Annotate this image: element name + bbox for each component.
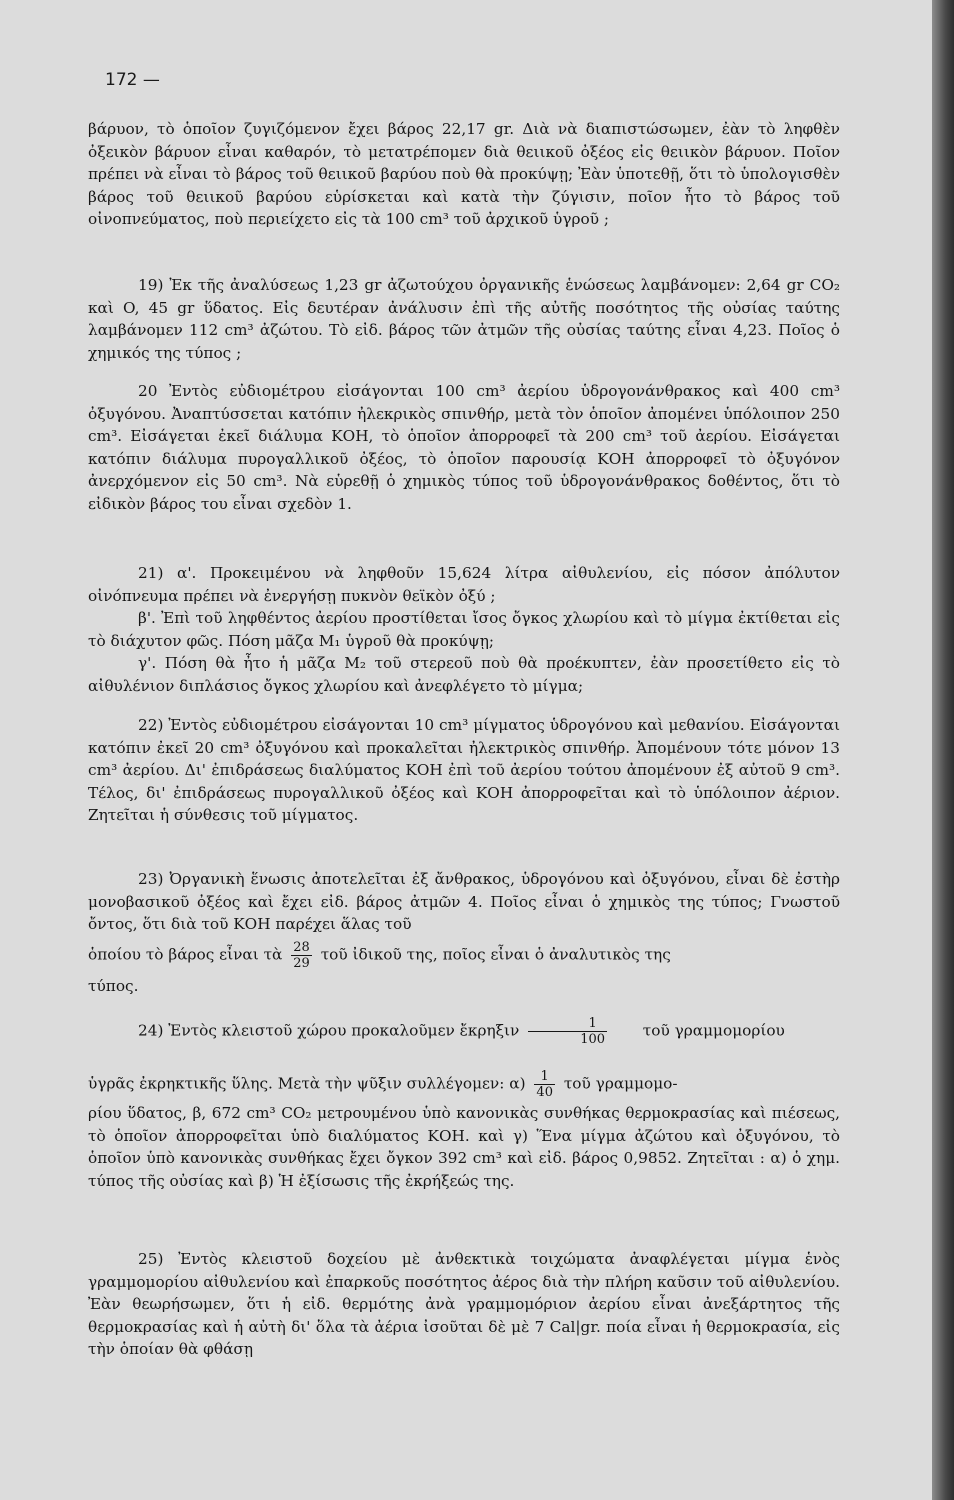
page-edge-shadow xyxy=(932,0,954,1500)
page-number: 172 — xyxy=(105,70,160,90)
problem-24-text-after-2: τοῦ γραμμομο- xyxy=(563,1074,678,1093)
fraction-denominator: 40 xyxy=(536,1085,553,1100)
problem-24-text: ρίου ὕδατος, β, 672 cm³ CO₂ μετρουμένου ὑπὸ κανονικὰς συνθήκας θερμοκρασίας καὶ πιέσεως, τὸ ὁποῖον ἀπορροφεῖται ὑπὸ διαλύματος ΚΟΗ. καὶ γ) Ἕνα μίγμα ἀζώτου καὶ ὀξυγόνου, τὸ ὁποῖον ὑπὸ κανονικὰς συνθήκας ἔχει ὄγκον 392 cm³ καὶ εἰδ. βάρος 0,9852. Ζητεῖται : α) ὁ χημ. τύπος τῆς οὐσίας καὶ β) Ἡ ἐξίσωσις τῆς ἐκρήξεώς της. xyxy=(88,1104,840,1190)
problem-19 xyxy=(88,274,840,364)
problem-20 xyxy=(88,380,840,516)
fraction-numerator: 1 xyxy=(534,1069,555,1085)
fraction-numerator: 1 xyxy=(528,1016,607,1032)
fraction-1-100 xyxy=(528,1016,607,1047)
problem-24-fraction-line-1 xyxy=(88,1016,840,1047)
problem-24-text-before-2: ὑγρᾶς ἐκρηκτικῆς ὕλης. Μετὰ τὴν ψῦξιν συλλέγομεν: α) xyxy=(88,1074,526,1093)
problem-19-text: 19) Ἐκ τῆς ἀναλύσεως 1,23 gr ἀζωτούχου ὀργανικῆς ἑνώσεως λαμβάνομεν: 2,64 gr CO₂ καὶ O, 45 gr ὕδατος. Εἰς δευτέραν ἀνάλυσιν ἐπὶ τῆς αὐτῆς ποσότητος τῆς οὐσίας ταύτης λαμβάνομεν 112 cm³ ἀζώτου. Τὸ εἰδ. βάρος τῶν ἀτμῶν τῆς οὐσίας ταύτης εἶναι 4,23. Ποῖος ὁ χημικός της τύπος ; xyxy=(88,276,840,362)
problem-25-text: 25) Ἐντὸς κλειστοῦ δοχείου μὲ ἀνθεκτικὰ τοιχώματα ἀναφλέγεται μίγμα ἑνὸς γραμμομορίου αἰθυλενίου καὶ ἐπαρκοῦς ποσότητος ἀέρος διὰ τὴν πλήρη καῦσιν τοῦ αἰθυλενίου. Ἐὰν θεωρήσωμεν, ὅτι ἡ εἰδ. θερμότης ἀνὰ γραμμομόριον ἀερίου εἶναι ἀνεξάρτητος τῆς θερμοκρασίας καὶ ἡ αὐτὴ δι' ὅλα τὰ ἀέρια ἰσοῦται δὲ μὲ 7 Cal|gr. ποία εἶναι ἡ θερμοκρασία, εἰς τὴν ὁποίαν θὰ φθάσῃ xyxy=(88,1250,840,1359)
problem-21-part-b: β'. Ἐπὶ τοῦ ληφθέντος ἀερίου προστίθεται ἴσος ὄγκος χλωρίου καὶ τὸ μίγμα ἐκτίθεται εἰς τὸ διάχυτον φῶς. Πόση μᾶζα M₁ ὑγροῦ θὰ προκύψῃ; xyxy=(88,609,840,650)
fraction-denominator: 100 xyxy=(580,1032,606,1047)
paragraph-text: βάρυον, τὸ ὁποῖον ζυγιζόμενον ἔχει βάρος 22,17 gr. Διὰ νὰ διαπιστώσωμεν, ἐὰν τὸ ληφθὲν ὀξεικὸν βάρυον εἶναι καθαρόν, τὸ μετατρέπομεν διὰ θειικοῦ ὀξέος εἰς θειικὸν βάρυον. Ποῖον πρέπει νὰ εἶναι τὸ βάρος τοῦ θειικοῦ βαρύου ποὺ θὰ προκύψῃ; Ἐὰν ὑποτεθῇ, ὅτι τὸ ὑπολογισθὲν βάρος τοῦ θειικοῦ βαρύου εὑρίσκεται καὶ κατὰ τὴν ζύγισιν, ποῖον ἦτο τὸ βάρος τοῦ οἰνοπνεύματος, ποὺ περιείχετο εἰς τὰ 100 cm³ τοῦ ἀρχικοῦ ὑγροῦ ; xyxy=(88,120,840,229)
problem-24-fraction-line-2 xyxy=(88,1069,840,1100)
problem-21-part-a: 21) α'. Προκειμένου νὰ ληφθοῦν 15,624 λίτρα αἰθυλενίου, εἰς πόσον ἀπόλυτον οἰνόπνευμα πρέπει νὰ ἐνεργήσῃ πυκνὸν θεϊκὸν ὀξύ ; xyxy=(88,564,840,605)
problem-24-text-before-1: 24) Ἐντὸς κλειστοῦ χώρου προκαλοῦμεν ἔκρηξιν xyxy=(138,1021,520,1040)
problem-23-text: 23) Ὀργανικὴ ἕνωσις ἀποτελεῖται ἐξ ἄνθρακος, ὑδρογόνου καὶ ὀξυγόνου, εἶναι δὲ ἐστὴρ μονοβασικοῦ ὀξέος καὶ ἔχει εἰδ. βάρος ἀτμῶν 4. Ποῖος εἶναι ὁ χημικὸς της τύπος; Γνωστοῦ ὄντος, ὅτι διὰ τοῦ ΚΟΗ παρέχει ἅλας τοῦ xyxy=(88,870,840,934)
problem-24-text-after-1: τοῦ γραμμομορίου xyxy=(642,1021,785,1040)
problem-23-fraction-line xyxy=(88,940,840,971)
problem-24 xyxy=(88,1016,840,1192)
paragraph-continued xyxy=(88,118,840,231)
fraction-28-29 xyxy=(291,940,312,971)
fraction-1-40 xyxy=(534,1069,555,1100)
problem-21-part-c: γ'. Πόση θὰ ἦτο ἡ μᾶζα M₂ τοῦ στερεοῦ ποὺ θὰ προέκυπτεν, ἐὰν προσετίθετο εἰς τὸ αἰθυλένιον διπλάσιος ὄγκος χλωρίου καὶ ἀνεφλέγετο τὸ μίγμα; xyxy=(88,654,840,695)
problem-22 xyxy=(88,714,840,827)
problem-22-text: 22) Ἐντὸς εὐδιομέτρου εἰσάγονται 10 cm³ μίγματος ὑδρογόνου καὶ μεθανίου. Εἰσάγονται κατόπιν ἐκεῖ 20 cm³ ὀξυγόνου καὶ προκαλεῖται ἠλεκτρικὸς σπινθήρ. Ἀπομένουν τότε μόνον 13 cm³ ἀερίου. Δι' ἐπιδράσεως διαλύματος ΚΟΗ ἐπὶ τοῦ ἀερίου τούτου ἀπομένουν ἐξ αὐτοῦ 9 cm³. Τέλος, δι' ἐπιδράσεως πυρογαλλικοῦ ὀξέος καὶ ΚΟΗ ἀπορροφεῖται καὶ τὸ ὑπόλοιπον ἀέριον. Ζητεῖται ἡ σύνθεσις τοῦ μίγματος. xyxy=(88,716,840,825)
fraction-denominator: 29 xyxy=(293,955,310,971)
problem-23-text-after: τοῦ ἰδικοῦ της, ποῖος εἶναι ὁ ἀναλυτικὸς της xyxy=(320,945,671,964)
problem-21 xyxy=(88,562,840,698)
problem-23-end: τύπος. xyxy=(88,976,139,995)
problem-25 xyxy=(88,1248,840,1361)
problem-23-text-before: ὁποίου τὸ βάρος εἶναι τὰ xyxy=(88,945,283,964)
problem-23 xyxy=(88,868,840,997)
fraction-numerator: 28 xyxy=(293,939,310,955)
problem-20-text: 20 Ἐντὸς εὐδιομέτρου εἰσάγονται 100 cm³ ἀερίου ὑδρογονάνθρακος καὶ 400 cm³ ὀξυγόνου. Ἀναπτύσσεται κατόπιν ἠλεκρικὸς σπινθήρ, μετὰ τὸν ὁποῖον ἀπομένει ὑπόλοιπον 250 cm³. Εἰσάγεται ἐκεῖ διάλυμα ΚΟΗ, τὸ ὁποῖον ἀπορροφεῖ τὰ 200 cm³ τοῦ ἀερίου. Εἰσάγεται κατόπιν διάλυμα πυρογαλλικοῦ ὀξέος, τὸ ὁποῖον παρουσίᾳ ΚΟΗ ἀπορροφεῖ τὸ ὀξυγόνον ἀνερχόμενον εἰς 50 cm³. Νὰ εὑρεθῇ ὁ χημικὸς τύπος τοῦ ὑδρογονάνθρακος δοθέντος, ὅτι τὸ εἰδικὸν βάρος του εἶναι σχεδὸν 1. xyxy=(88,382,840,513)
